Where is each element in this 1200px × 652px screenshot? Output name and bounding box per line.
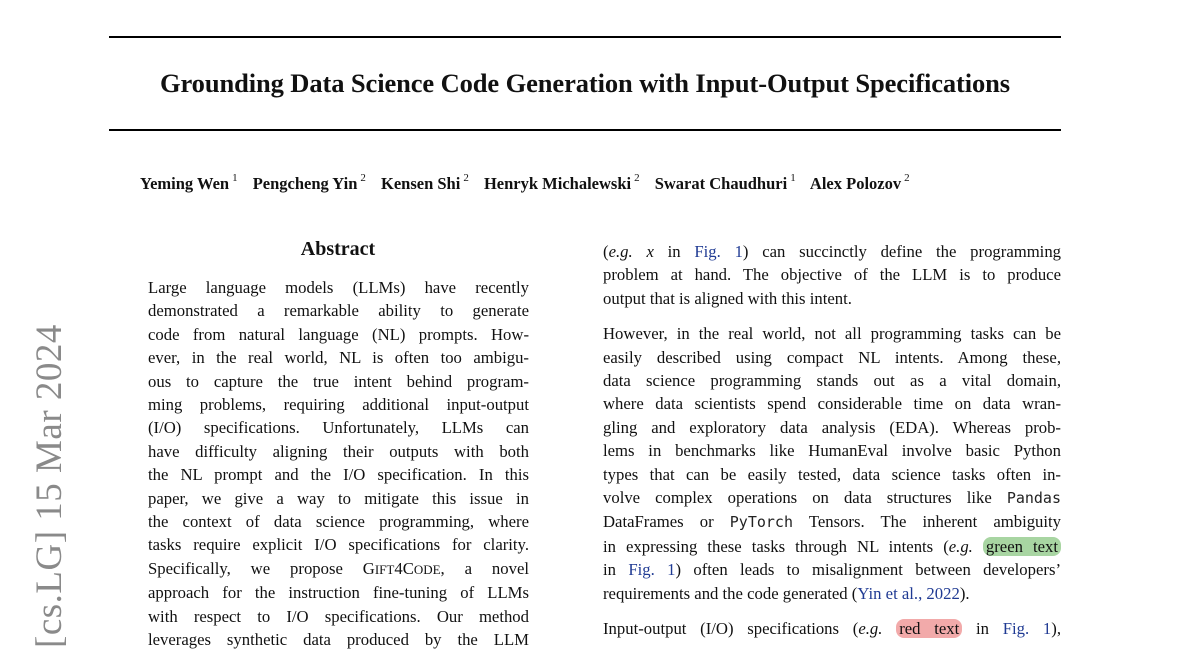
abstract-line: tasks require explicit I/O specifications for clarity. [148, 535, 529, 555]
author [484, 174, 640, 193]
method-name-part: G [362, 558, 375, 578]
eg-abbrev: e.g. [858, 619, 883, 639]
arxiv-stamp: [cs.LG] 15 Mar 2024 [29, 324, 70, 648]
paragraph-gap [603, 605, 1061, 617]
abstract-heading: Abstract [300, 238, 376, 260]
author-affiliation: 2 [360, 172, 366, 184]
green-highlight: green text [983, 537, 1061, 556]
author-affiliation: 1 [790, 172, 796, 184]
abstract-body [148, 276, 529, 652]
text-span: Specifically, we propose [148, 558, 363, 578]
text-span: ), [1051, 619, 1061, 639]
intro-line [603, 510, 1061, 534]
code-pytorch: PyTorch [729, 513, 793, 532]
author [253, 174, 366, 193]
math-variable: x [646, 242, 654, 261]
intro-line [603, 617, 1061, 640]
author [381, 174, 469, 193]
intro-line [603, 486, 1061, 510]
abstract-line: Large language models (LLMs) have recently [148, 278, 529, 297]
author-name: Henryk Michalewski [483, 174, 632, 193]
method-name-part: ODE [413, 561, 441, 577]
method-name-part: 4C [394, 558, 414, 578]
intro-line [603, 535, 1061, 558]
figure-link[interactable]: Fig. 1 [1002, 619, 1052, 639]
abstract-line: demonstrated a remarkable ability to generate [148, 301, 529, 321]
author-list [140, 174, 910, 194]
abstract-line: ever, in the real world, NL is often too ambigu- [148, 348, 529, 368]
author-name: Yeming Wen [140, 174, 230, 193]
intro-line: However, in the real world, not all programming tasks can be [603, 324, 1061, 344]
abstract-line: approach for the instruction fine-tuning of LLMs [148, 583, 529, 603]
author-name: Swarat Chaudhuri [654, 174, 788, 193]
abstract-line: have difficulty aligning their outputs with both [148, 441, 529, 461]
text-span: ) often leads to misalignment between developers’ [675, 560, 1061, 580]
author [140, 174, 238, 193]
eg-abbrev: e.g. [948, 536, 973, 556]
author-name: Kensen Shi [381, 174, 461, 193]
text-span: , a novel [440, 558, 529, 578]
intro-line [603, 582, 1061, 605]
abstract-line [148, 557, 529, 581]
author [655, 174, 796, 193]
title-bottom-rule [109, 129, 1061, 131]
text-span: volve complex operations on data structures like [603, 488, 1007, 508]
paragraph-gap [603, 310, 1061, 322]
author-affiliation: 2 [634, 172, 640, 184]
text-span: Input-output (I/O) specifications ( [603, 619, 859, 639]
citation-link[interactable]: Yin et al., 2022 [857, 583, 960, 603]
author [810, 174, 910, 193]
intro-line: problem at hand. The objective of the LLM is to produce [603, 265, 1061, 285]
abstract-line: code from natural language (NL) prompts. How- [148, 324, 529, 344]
text-span: in [653, 242, 695, 261]
abstract-line: (I/O) specifications. Unfortunately, LLMs can [148, 418, 529, 438]
intro-line: where data scientists spend considerable time on data wran- [603, 394, 1061, 414]
intro-line: output that is aligned with this intent. [603, 288, 852, 308]
text-span: in expressing these tasks through NL intents ( [603, 536, 949, 556]
author-name: Pengcheng Yin [252, 174, 358, 193]
author-affiliation: 1 [232, 172, 238, 184]
abstract-line: paper, we give a way to mitigate this issue in [148, 488, 529, 508]
abstract-line: ous to capture the true intent behind program- [148, 371, 529, 391]
eg-abbrev: e.g. [608, 242, 633, 261]
intro-line: (e.g. x in Fig. 1) can succinctly define the programming [603, 242, 1062, 261]
intro-line: lems in benchmarks like HumanEval involve basic Python [603, 441, 1061, 461]
text-span: in [603, 560, 629, 580]
intro-line: data science programming stands out as a vital domain, [603, 371, 1061, 391]
method-name [363, 559, 441, 578]
text-span: DataFrames or [603, 512, 730, 532]
abstract-line: the NL prompt and the I/O specification. In this [148, 465, 529, 485]
text-span: ). [959, 583, 970, 603]
intro-line: types that can be easily tested, data science tasks often in- [603, 464, 1061, 484]
text-span: requirements and the code generated ( [603, 583, 858, 603]
figure-link[interactable]: Fig. 1 [628, 560, 676, 580]
author-affiliation: 2 [904, 172, 910, 184]
abstract-line: ming problems, requiring additional input-output [148, 395, 529, 415]
title-top-rule [109, 36, 1061, 38]
text-span: in [962, 619, 1003, 639]
figure-link[interactable]: Fig. 1 [694, 242, 743, 261]
abstract-line: leverages synthetic data produced by the LLM [148, 630, 529, 650]
text-span: ) can succinctly define the programming [742, 242, 1062, 261]
intro-line: easily described using compact NL intents. Among these, [603, 347, 1061, 367]
abstract-line: the context of data science programming, where [148, 512, 529, 532]
intro-line: gling and exploratory data analysis (EDA). Whereas prob- [603, 417, 1061, 437]
method-name-part: IFT [374, 561, 395, 577]
intro-line [603, 558, 1061, 581]
code-pandas: Pandas [1006, 489, 1061, 508]
paper-title: Grounding Data Science Code Generation with Input-Output Specifications [159, 68, 1011, 98]
text-span: Tensors. The inherent ambiguity [793, 512, 1062, 532]
abstract-line: with respect to I/O specifications. Our method [148, 606, 529, 626]
red-highlight: red text [896, 619, 962, 638]
author-name: Alex Polozov [809, 174, 902, 193]
intro-body [603, 240, 1061, 641]
author-affiliation: 2 [463, 172, 469, 184]
